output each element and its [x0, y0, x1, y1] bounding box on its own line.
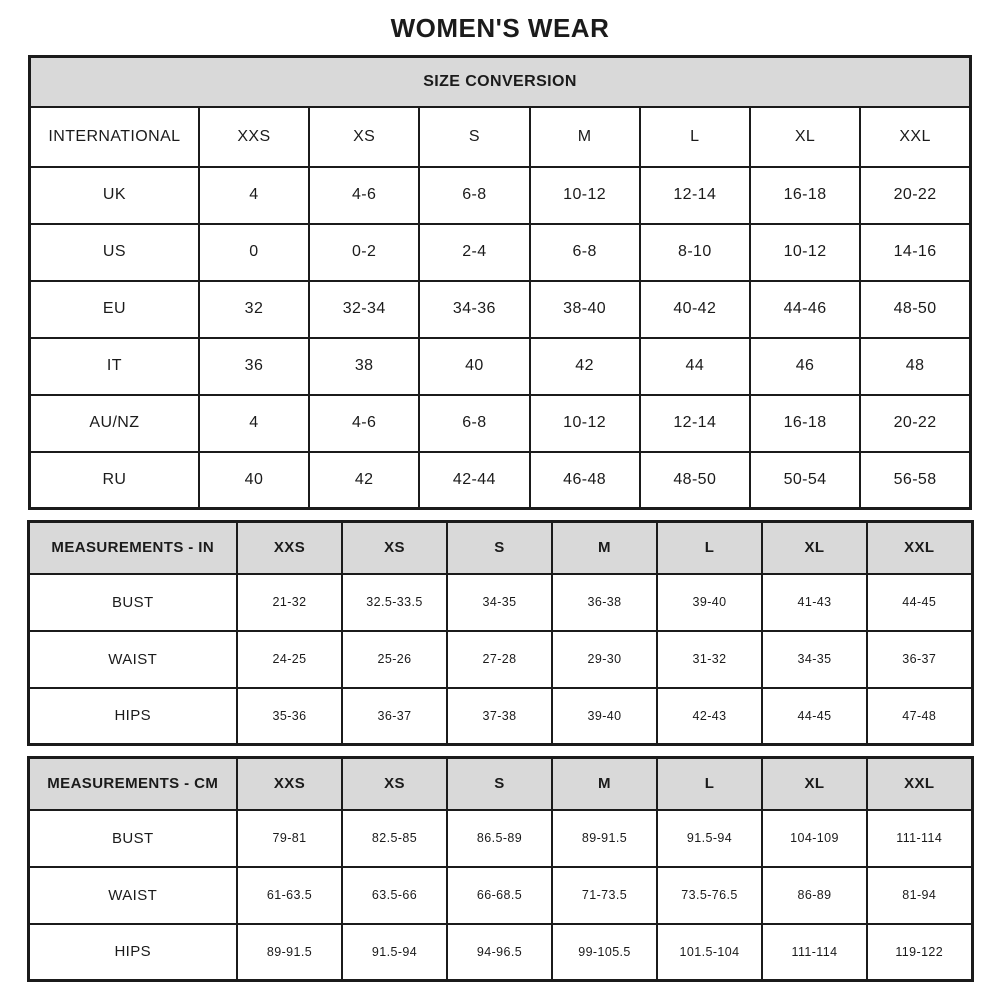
size-value: 0-2: [309, 224, 419, 281]
size-value: 4-6: [309, 167, 419, 224]
region-label: AU/NZ: [30, 395, 199, 452]
measurements-in-table: [27, 520, 974, 746]
table-row: [28, 867, 972, 924]
measurement-value: 99-105.5: [552, 924, 657, 981]
table-row: [28, 631, 972, 688]
size-conversion-title: SIZE CONVERSION: [30, 57, 971, 107]
table-row: [28, 688, 972, 745]
size-value: 12-14: [640, 167, 750, 224]
measurement-value: 41-43: [762, 574, 867, 631]
measurement-value: 81-94: [867, 867, 972, 924]
table-row: [30, 224, 971, 281]
measurement-value: 42-43: [657, 688, 762, 745]
table-row: [28, 810, 972, 867]
size-value: 40: [199, 452, 309, 509]
measurement-value: 29-30: [552, 631, 657, 688]
measurement-value: 39-40: [657, 574, 762, 631]
size-column-header: XS: [342, 522, 447, 574]
size-value: 40: [419, 338, 529, 395]
size-value: 2-4: [419, 224, 529, 281]
size-value: 44: [640, 338, 750, 395]
size-value: 48-50: [860, 281, 970, 338]
region-label: RU: [30, 452, 199, 509]
measurement-value: 73.5-76.5: [657, 867, 762, 924]
measurement-value: 36-37: [342, 688, 447, 745]
measurement-label: BUST: [28, 810, 237, 867]
measurement-value: 21-32: [237, 574, 342, 631]
measurement-value: 34-35: [762, 631, 867, 688]
measurement-value: 37-38: [447, 688, 552, 745]
measurement-value: 61-63.5: [237, 867, 342, 924]
table-row: [30, 167, 971, 224]
page-title: WOMEN'S WEAR: [390, 13, 610, 43]
size-value: 34-36: [419, 281, 529, 338]
measurement-value: 36-38: [552, 574, 657, 631]
table-row: [30, 107, 971, 167]
table-row: [30, 338, 971, 395]
measurement-value: 94-96.5: [447, 924, 552, 981]
region-label: UK: [30, 167, 199, 224]
size-column-header: M: [530, 107, 640, 167]
size-value: 32: [199, 281, 309, 338]
measurement-value: 44-45: [867, 574, 972, 631]
size-column-header: XXL: [867, 758, 972, 810]
size-value: 42-44: [419, 452, 529, 509]
table-row: [28, 522, 972, 574]
size-column-header: XS: [342, 758, 447, 810]
measurement-value: 63.5-66: [342, 867, 447, 924]
size-value: 6-8: [419, 395, 529, 452]
size-column-header: S: [447, 522, 552, 574]
measurement-value: 101.5-104: [657, 924, 762, 981]
size-column-header: XS: [309, 107, 419, 167]
size-column-header: M: [552, 522, 657, 574]
measurement-value: 111-114: [762, 924, 867, 981]
size-value: 8-10: [640, 224, 750, 281]
size-value: 56-58: [860, 452, 970, 509]
table-row: [28, 758, 972, 810]
size-value: 46: [750, 338, 860, 395]
measurement-value: 34-35: [447, 574, 552, 631]
measurement-label: HIPS: [28, 688, 237, 745]
measurement-label: WAIST: [28, 867, 237, 924]
size-column-header: S: [447, 758, 552, 810]
size-value: 20-22: [860, 395, 970, 452]
table-row: [30, 395, 971, 452]
measurement-value: 32.5-33.5: [342, 574, 447, 631]
size-value: 46-48: [530, 452, 640, 509]
measurement-value: 27-28: [447, 631, 552, 688]
size-value: 36: [199, 338, 309, 395]
size-value: 14-16: [860, 224, 970, 281]
table-row: [30, 452, 971, 509]
size-value: 12-14: [640, 395, 750, 452]
measurement-value: 89-91.5: [237, 924, 342, 981]
size-column-header: XXS: [199, 107, 309, 167]
size-value: 42: [309, 452, 419, 509]
size-column-header: XL: [762, 522, 867, 574]
size-column-header: XL: [750, 107, 860, 167]
size-value: 16-18: [750, 395, 860, 452]
size-value: 0: [199, 224, 309, 281]
measurement-value: 86.5-89: [447, 810, 552, 867]
measurements-in-title: MEASUREMENTS - IN: [28, 522, 237, 574]
size-value: 6-8: [419, 167, 529, 224]
measurement-value: 66-68.5: [447, 867, 552, 924]
measurements-cm-title: MEASUREMENTS - CM: [28, 758, 237, 810]
size-column-header: XL: [762, 758, 867, 810]
measurement-value: 47-48: [867, 688, 972, 745]
table-row: [30, 281, 971, 338]
size-value: 16-18: [750, 167, 860, 224]
size-column-header: XXL: [860, 107, 970, 167]
size-conversion-body: [30, 57, 971, 509]
measurement-value: 31-32: [657, 631, 762, 688]
measurement-value: 35-36: [237, 688, 342, 745]
size-value: 48-50: [640, 452, 750, 509]
size-value: 4-6: [309, 395, 419, 452]
size-value: 40-42: [640, 281, 750, 338]
size-column-header: L: [640, 107, 750, 167]
measurement-label: HIPS: [28, 924, 237, 981]
measurement-label: BUST: [28, 574, 237, 631]
measurement-value: 24-25: [237, 631, 342, 688]
size-value: 38: [309, 338, 419, 395]
size-column-header: S: [419, 107, 529, 167]
size-value: 44-46: [750, 281, 860, 338]
region-label: IT: [30, 338, 199, 395]
table-row: [30, 57, 971, 107]
region-column-header: INTERNATIONAL: [30, 107, 199, 167]
measurement-value: 91.5-94: [342, 924, 447, 981]
measurements-cm-body: [28, 758, 972, 981]
region-label: EU: [30, 281, 199, 338]
size-value: 10-12: [750, 224, 860, 281]
size-value: 42: [530, 338, 640, 395]
measurement-value: 104-109: [762, 810, 867, 867]
size-value: 4: [199, 395, 309, 452]
size-column-header: XXS: [237, 522, 342, 574]
measurement-value: 36-37: [867, 631, 972, 688]
size-value: 10-12: [530, 395, 640, 452]
size-column-header: XXS: [237, 758, 342, 810]
size-column-header: M: [552, 758, 657, 810]
size-value: 32-34: [309, 281, 419, 338]
size-value: 10-12: [530, 167, 640, 224]
measurement-value: 79-81: [237, 810, 342, 867]
size-value: 20-22: [860, 167, 970, 224]
measurement-value: 39-40: [552, 688, 657, 745]
size-column-header: XXL: [867, 522, 972, 574]
measurement-value: 82.5-85: [342, 810, 447, 867]
measurement-value: 91.5-94: [657, 810, 762, 867]
size-value: 50-54: [750, 452, 860, 509]
size-column-header: L: [657, 758, 762, 810]
table-row: [28, 924, 972, 981]
size-value: 6-8: [530, 224, 640, 281]
measurements-in-body: [28, 522, 972, 745]
region-label: US: [30, 224, 199, 281]
measurement-value: 86-89: [762, 867, 867, 924]
table-row: [28, 574, 972, 631]
size-value: 4: [199, 167, 309, 224]
size-conversion-table: [28, 55, 972, 510]
measurement-value: 111-114: [867, 810, 972, 867]
measurement-value: 89-91.5: [552, 810, 657, 867]
size-value: 48: [860, 338, 970, 395]
measurement-value: 44-45: [762, 688, 867, 745]
measurement-value: 71-73.5: [552, 867, 657, 924]
size-value: 38-40: [530, 281, 640, 338]
measurements-cm-table: [27, 756, 974, 982]
measurement-value: 119-122: [867, 924, 972, 981]
measurement-label: WAIST: [28, 631, 237, 688]
measurement-value: 25-26: [342, 631, 447, 688]
size-column-header: L: [657, 522, 762, 574]
